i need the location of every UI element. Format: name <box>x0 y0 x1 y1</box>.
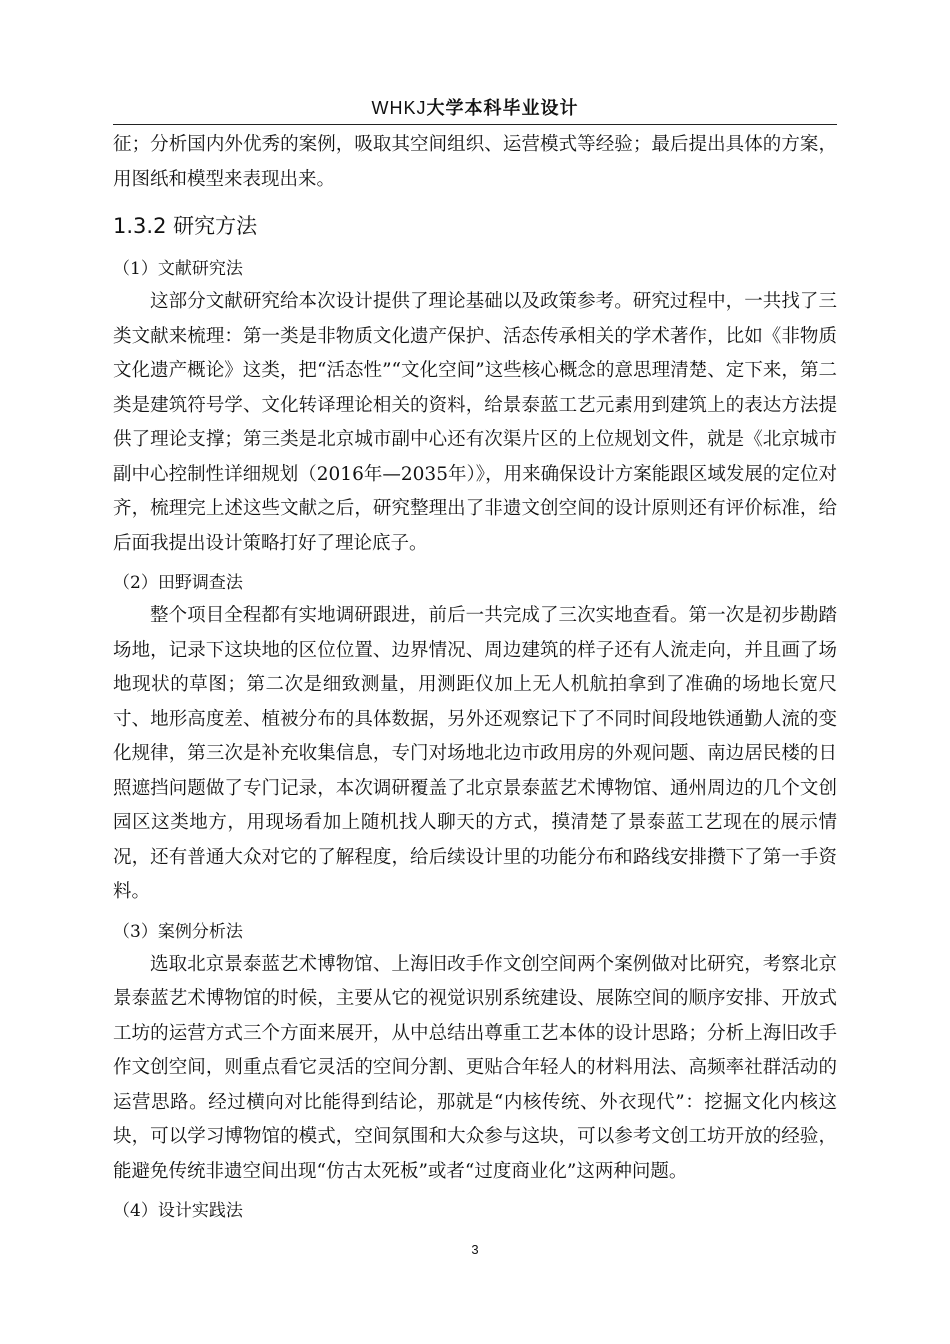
method-paragraph: 选取北京景泰蓝艺术博物馆、上海旧改手作文创空间两个案例做对比研究，考察北京景泰蓝艺术博物馆的时候，主要从它的视觉识别系统建设、展陈空间的顺序安排、开放式工坊的运营方式三个方面来展开，从中总结出尊重工艺本体的设计思路；分析上海旧改手作文创空间，则重点看它灵活的空间分割、更贴合年轻人的材料用法、高频率社群活动的运营思路。经过横向对比能得到结论，那就是“内核传统、外衣现代”：挖掘文化内核这块，可以学习博物馆的模式，空间氛围和大众参与这块，可以参考文创工坊开放的经验，能避免传统非遗空间出现“仿古太死板”或者“过度商业化”这两种问题。 <box>113 953 837 1182</box>
method-paragraph: 整个项目全程都有实地调研跟进，前后一共完成了三次实地查看。第一次是初步勘踏场地，记录下这块地的区位位置、边界情况、周边建筑的样子还有人流走向，并且画了场地现状的草图；第二次是细致测量，用测距仪加上无人机航拍拿到了准确的场地长宽尺寸、地形高度差、植被分布的具体数据，另外还观察记下了不同时间段地铁通勤人流的变化规律，第三次是补充收集信息，专门对场地北边市政用房的外观问题、南边居民楼的日照遮挡问题做了专门记录，本次调研覆盖了北京景泰蓝艺术博物馆、通州周边的几个文创园区这类地方，用现场看加上随机找人聊天的方式，摸清楚了景泰蓝工艺现在的展示情况，还有普通大众对它的了解程度，给后续设计里的功能分布和路线安排攒下了第一手资料。 <box>113 605 837 902</box>
section-heading: 1.3.2 研究方法 <box>113 214 258 238</box>
method-label: （1）文献研究法 <box>113 259 243 279</box>
method-paragraph: 这部分文献研究给本次设计提供了理论基础以及政策参考。研究过程中，一共找了三类文献来梳理：第一类是非物质文化遗产保护、活态传承相关的学术著作，比如《非物质文化遗产概论》这类，把“活态性”“文化空间”这些核心概念的意思理清楚、定下来，第二类是建筑符号学、文化转译理论相关的资料，给景泰蓝工艺元素用到建筑上的表达方法提供了理论支撑；第三类是北京城市副中心还有次渠片区的上位规划文件，就是《北京城市副中心控制性详细规划（2016年—2035年）》，用来确保设计方案能跟区域发展的定位对齐，梳理完上述这些文献之后，研究整理出了非遗文创空间的设计原则还有评价标准，给后面我提出设计策略打好了理论底子。 <box>113 291 837 554</box>
page-number: 3 <box>471 1242 479 1257</box>
header-latin: WHKJ <box>371 98 427 118</box>
running-header <box>0 96 950 121</box>
method-label: （4）设计实践法 <box>113 1201 243 1221</box>
header-rule <box>113 124 837 125</box>
body-content <box>113 128 837 1227</box>
method-label: （3）案例分析法 <box>113 921 243 942</box>
header-title: 大学本科毕业设计 <box>426 98 579 119</box>
intro-paragraph: 征；分析国内外优秀的案例，吸取其空间组织、运营模式等经验；最后提出具体的方案，用图纸和模型来表现出来。 <box>113 134 837 190</box>
method-label: （2）田野调查法 <box>113 573 243 593</box>
